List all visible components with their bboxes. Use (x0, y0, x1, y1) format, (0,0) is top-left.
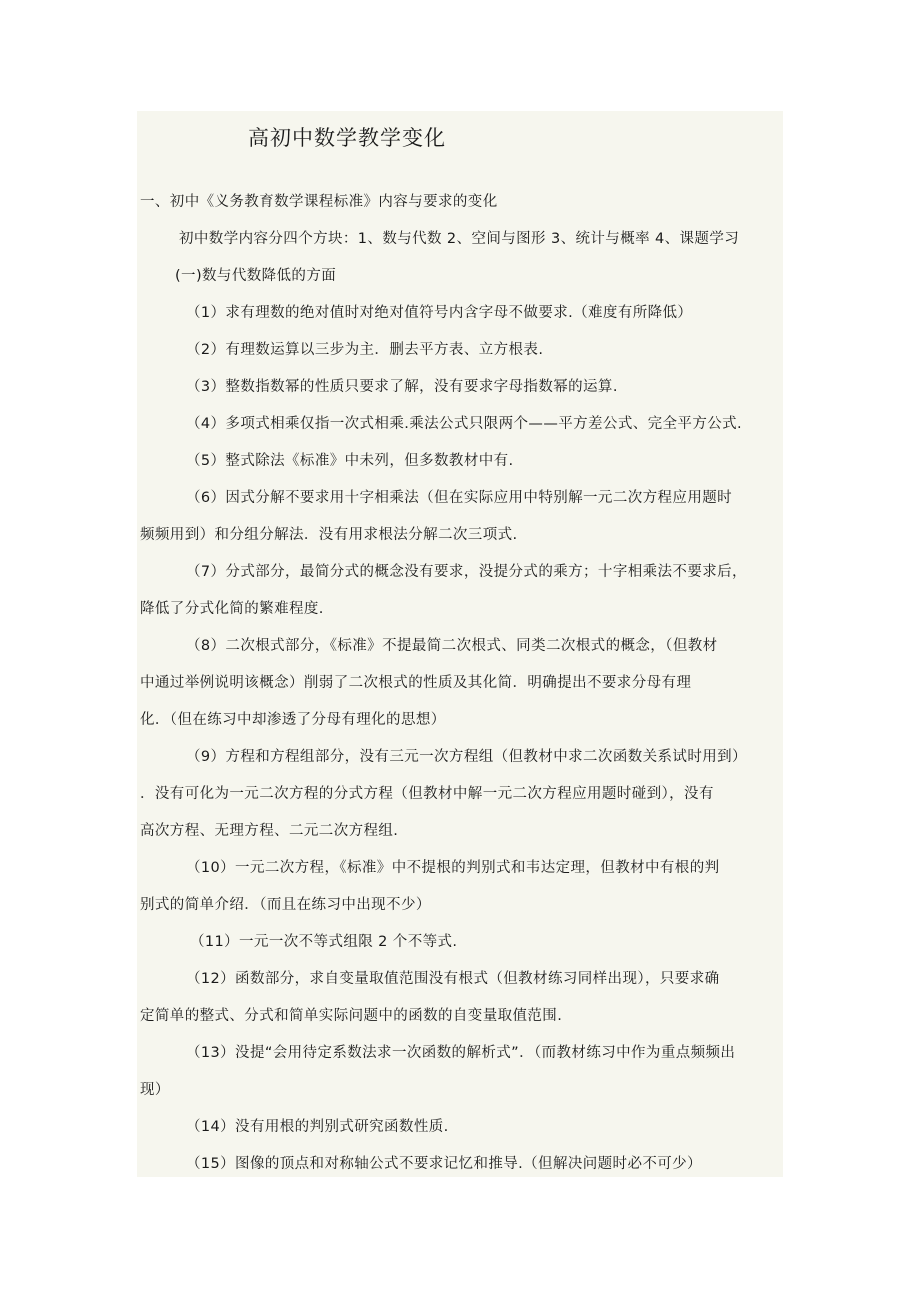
subsection-heading: (一)数与代数降低的方面 (175, 268, 337, 284)
list-item-line: （15）图像的顶点和对称轴公式不要求记忆和推导.（但解决问题时必不可少） (186, 1156, 702, 1172)
list-item-line: （8）二次根式部分，《标准》不提最简二次根式、同类二次根式的概念，（但教材 (186, 638, 718, 654)
list-item-line: 频频用到）和分组分解法．没有用求根法分解二次三项式. (140, 527, 518, 543)
list-item-line: 高次方程、无理方程、二元二次方程组. (140, 823, 399, 839)
list-item-line: （9）方程和方程组部分，没有三元一次方程组（但教材中求二次函数关系试时用到） (186, 749, 747, 765)
intro-paragraph: 初中数学内容分四个方块：1、数与代数 2、空间与图形 3、统计与概率 4、课题学习 (179, 231, 740, 247)
list-item-line: （14）没有用根的判别式研究函数性质. (186, 1119, 449, 1135)
list-item-line: 降低了分式化简的繁难程度. (140, 601, 324, 617)
list-item-line: （10）一元二次方程，《标准》中不提根的判别式和韦达定理，但教材中有根的判 (186, 860, 720, 876)
list-item-line: （3）整数指数幂的性质只要求了解，没有要求字母指数幂的运算. (186, 379, 618, 395)
list-item-line: 现） (140, 1082, 170, 1098)
list-item-line: （6）因式分解不要求用十字相乘法（但在实际应用中特别解一元二次方程应用题时 (186, 490, 733, 506)
list-item-line: （11）一元一次不等式组限 2 个不等式. (190, 934, 458, 950)
list-item-line: （1）求有理数的绝对值时对绝对值符号内含字母不做要求.（难度有所降低） (186, 305, 693, 321)
list-item-line: ．没有可化为一元二次方程的分式方程（但教材中解一元二次方程应用题时碰到），没有 (140, 786, 714, 802)
list-item-line: 中通过举例说明该概念）削弱了二次根式的性质及其化简．明确提出不要求分母有理 (140, 675, 692, 691)
list-item-line: （4）多项式相乘仅指一次式相乘.乘法公式只限两个——平方差公式、完全平方公式. (186, 416, 743, 432)
list-item-line: （12）函数部分，求自变量取值范围没有根式（但教材练习同样出现），只要求确 (186, 971, 720, 987)
list-item-line: （7）分式部分，最简分式的概念没有要求，没提分式的乘方；十字相乘法不要求后， (186, 564, 747, 580)
section-heading: 一、初中《义务教育数学课程标准》内容与要求的变化 (140, 194, 498, 210)
list-item-line: （13）没提“会用待定系数法求一次函数的解析式”．（而教材练习中作为重点频频出 (186, 1045, 736, 1061)
list-item-line: （2）有理数运算以三步为主．删去平方表、立方根表. (186, 342, 544, 358)
list-item-line: （5）整式除法《标准》中未列，但多数教材中有. (186, 453, 514, 469)
list-item-line: 定简单的整式、分式和简单实际问题中的函数的自变量取值范围. (140, 1008, 563, 1024)
list-item-line: 化．（但在练习中却渗透了分母有理化的思想） (140, 712, 446, 728)
list-item-line: 别式的简单介绍．（而且在练习中出现不少） (140, 897, 431, 913)
document-title: 高初中数学教学变化 (248, 126, 446, 150)
